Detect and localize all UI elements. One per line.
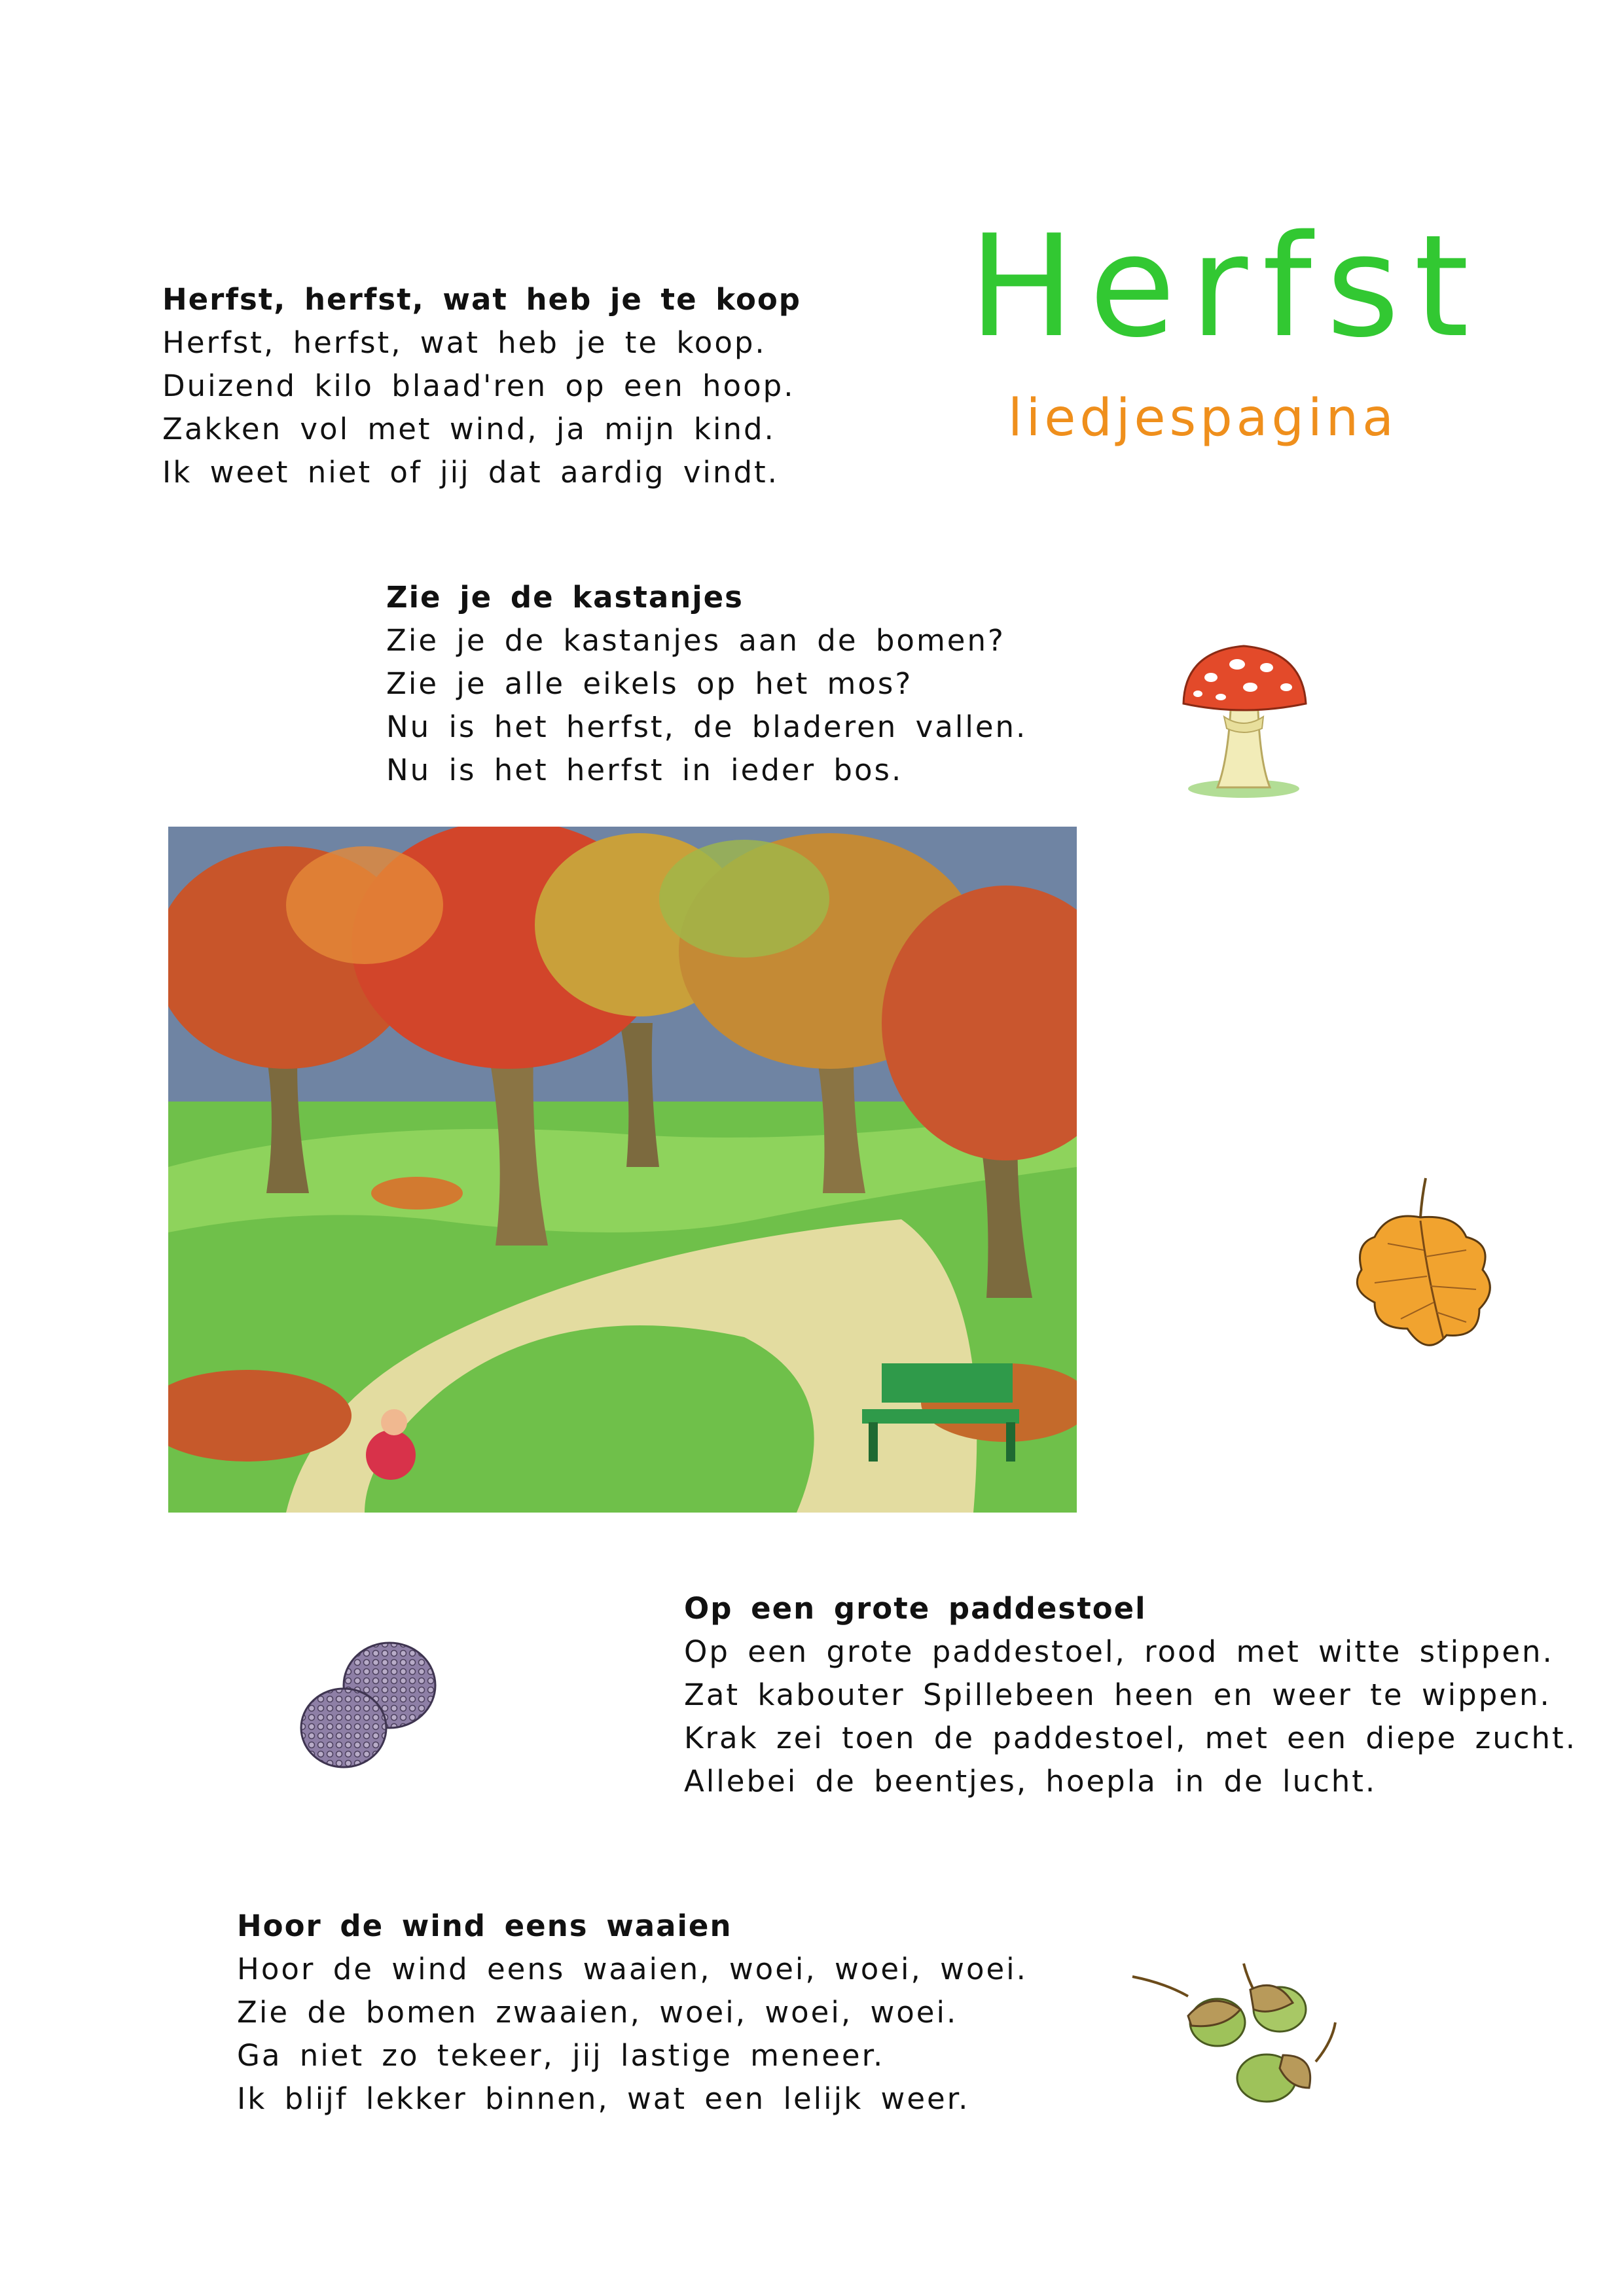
song-line: Zat kabouter Spillebeen heen en weer te wippen. xyxy=(684,1677,1551,1712)
song-kastanjes xyxy=(386,576,1027,792)
song-line: Herfst, herfst, wat heb je te koop. xyxy=(162,325,767,360)
autumn-park-illustration xyxy=(168,827,1077,1513)
mushroom-illustration xyxy=(1172,632,1322,802)
song-line: Nu is het herfst, de bladeren vallen. xyxy=(386,709,1028,744)
song-line: Hoor de wind eens waaien, woei, woei, woei. xyxy=(237,1952,1028,1986)
song-title: Herfst, herfst, wat heb je te koop xyxy=(162,282,802,317)
song-line: Krak zei toen de paddestoel, met een diepe zucht. xyxy=(684,1721,1577,1755)
song-line: Zakken vol met wind, ja mijn kind. xyxy=(162,412,776,446)
song-line: Zie de bomen zwaaien, woei, woei, woei. xyxy=(237,1995,958,2030)
acorns-illustration xyxy=(1126,1957,1348,2114)
song-line: Duizend kilo blaad'ren op een hoop. xyxy=(162,368,795,403)
oak-leaf-illustration xyxy=(1348,1172,1499,1368)
song-line: Allebei de beentjes, hoepla in de lucht. xyxy=(684,1764,1377,1799)
page-title: Herfst xyxy=(969,204,1484,368)
song-line: Ga niet zo tekeer, jij lastige meneer. xyxy=(237,2038,885,2073)
song-line: Nu is het herfst in ieder bos. xyxy=(386,753,903,787)
song-line: Zie je alle eikels op het mos? xyxy=(386,666,913,701)
song-line: Zie je de kastanjes aan de bomen? xyxy=(386,623,1005,658)
song-wind xyxy=(237,1905,1028,2121)
song-herfst-herfst xyxy=(162,278,801,494)
pinecones-illustration xyxy=(298,1640,442,1774)
song-paddestoel xyxy=(684,1587,1577,1803)
song-title: Hoor de wind eens waaien xyxy=(237,1909,732,1943)
page-subtitle: liedjespagina xyxy=(1008,389,1398,448)
song-title: Zie je de kastanjes xyxy=(386,580,744,615)
song-line: Ik blijf lekker binnen, wat een lelijk weer. xyxy=(237,2081,970,2116)
song-title: Op een grote paddestoel xyxy=(684,1591,1147,1626)
song-line: Ik weet niet of jij dat aardig vindt. xyxy=(162,455,779,490)
song-line: Op een grote paddestoel, rood met witte stippen. xyxy=(684,1634,1554,1669)
